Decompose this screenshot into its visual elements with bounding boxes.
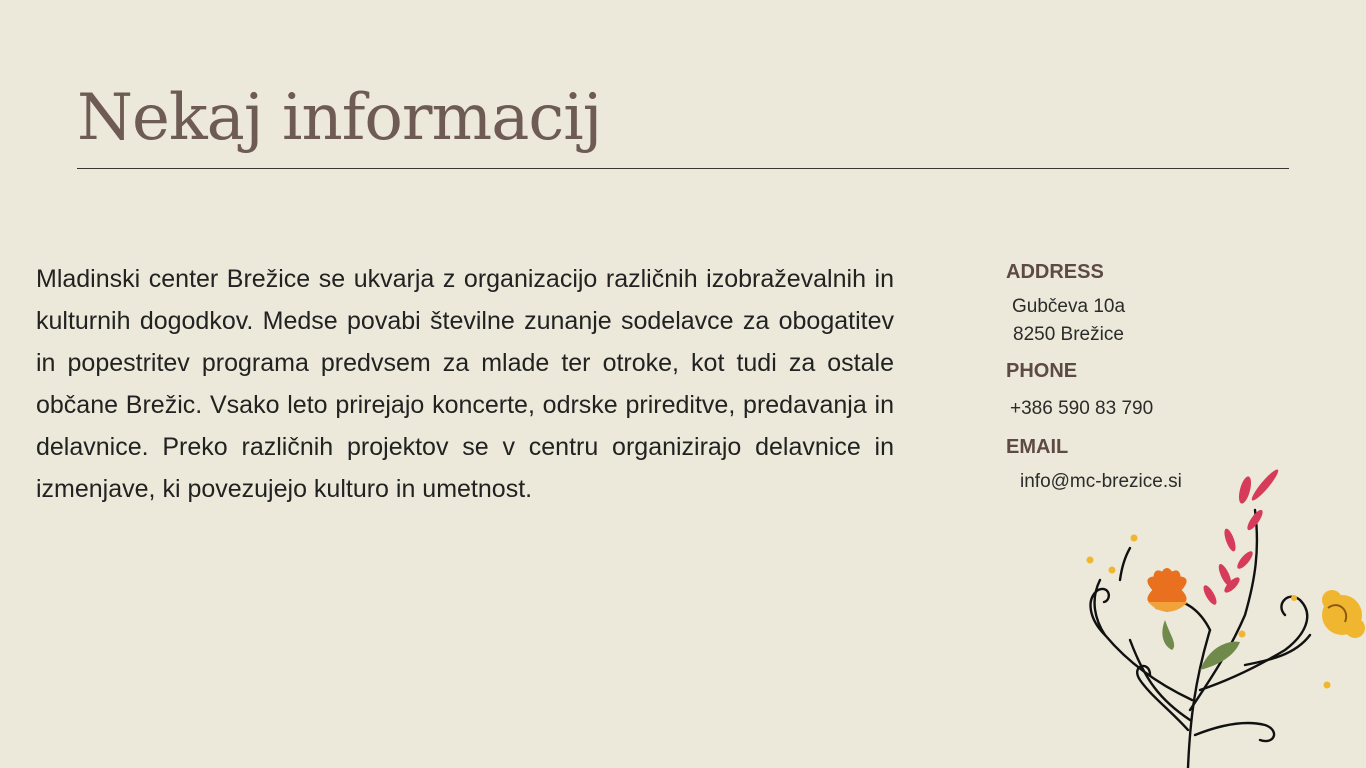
title-divider [77,168,1289,169]
phone-label: PHONE [1006,360,1078,382]
email-value: info@mc-brezice.si [1020,471,1182,492]
address-line-1: Gubčeva 10a [1012,296,1126,317]
phone-value: +386 590 83 790 [1010,398,1154,419]
description-paragraph: Mladinski center Brežice se ukvarja z organizacijo različnih izobraževalnih in kulturnih dogodkov. Medse povabi številne zunanje sodelavce za obogatitev in popestritev programa predvsem za mlade ter otroke, kot tudi za ostale občane Brežic. Vsako leto prirejajo koncerte, odrske prireditve, predavanja in delavnice. Preko različnih projektov se v centru organizirajo delavnice in izmenjave, ki povezujejo kulturo in umetnost. [36,265,894,503]
address-label: ADDRESS [1006,261,1104,283]
email-label: EMAIL [1006,436,1069,458]
page-title: Nekaj informacij [77,81,602,155]
address-line-2: 8250 Brežice [1013,324,1124,345]
flower-branch-icon [1060,450,1366,768]
